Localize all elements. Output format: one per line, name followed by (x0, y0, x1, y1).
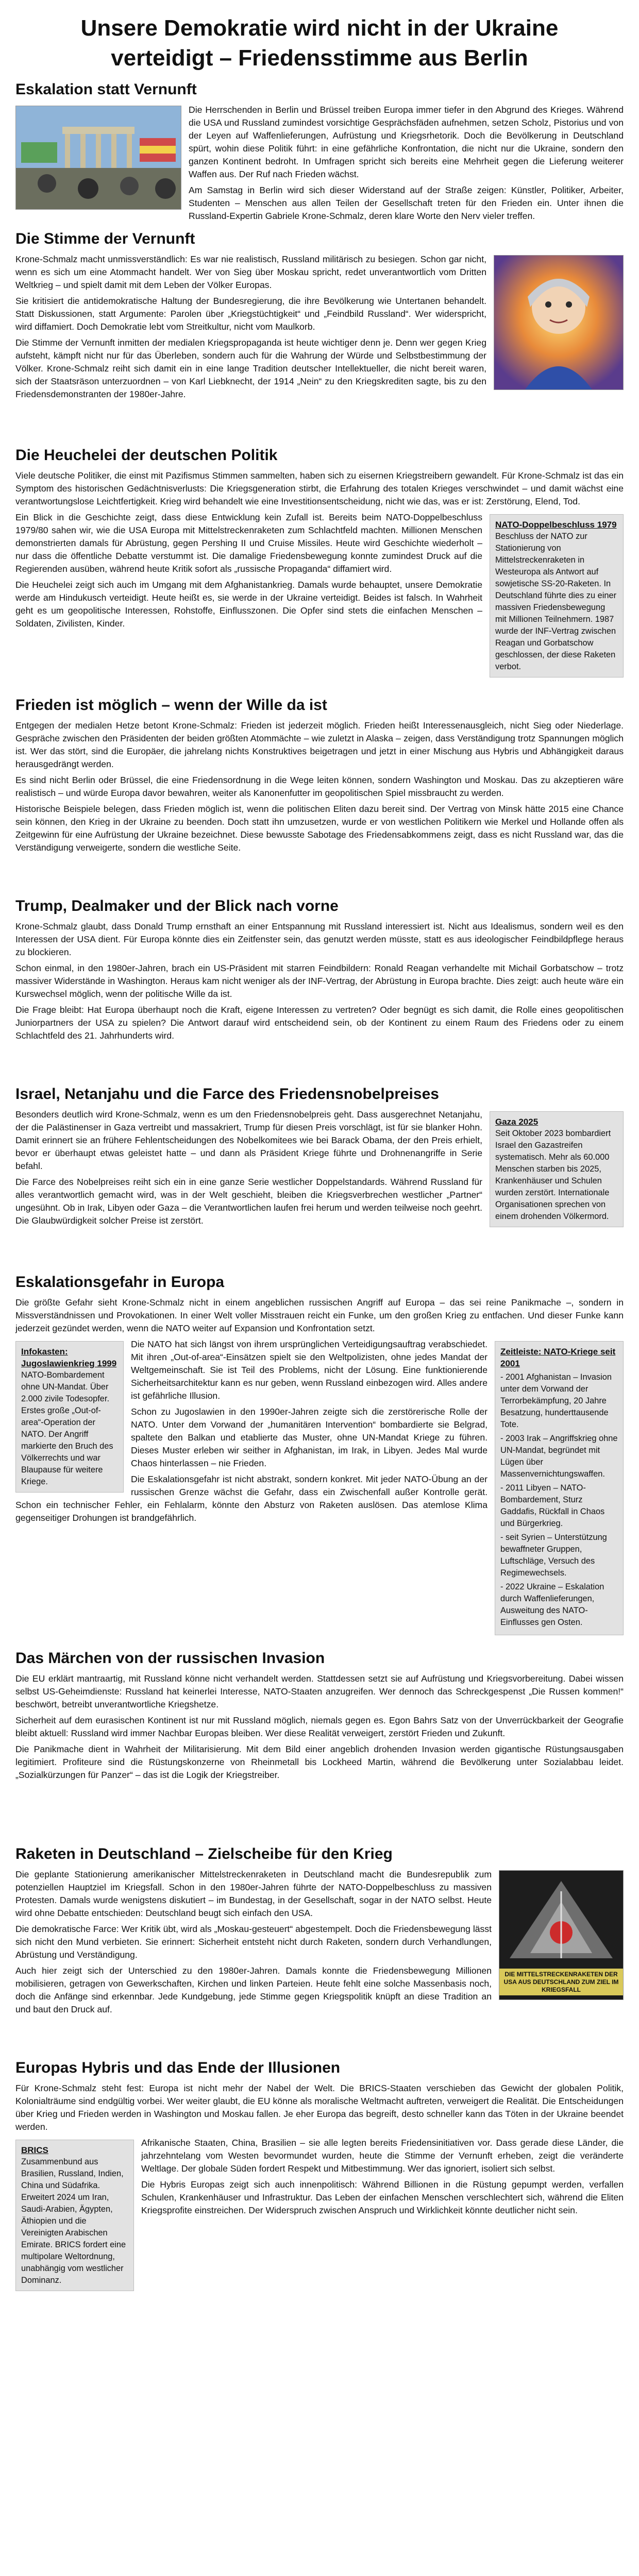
section-stimme-der-vernunft (15, 229, 624, 404)
article-title (15, 0, 624, 73)
section-paragraph: Sie kritisiert die antidemokratische Haltung der Bundesregierung, die ihre Bevölkerung wie Untertanen behandelt. Statt Diskussionen, statt Argumente: Parolen über „Kriegstüchtigkeit“ und „Feindbild Russland“. Wer widerspricht, wird diffamiert. Doch Demokratie lebt vom Streitkultur, nicht vom Maulkorb. (15, 296, 486, 332)
section-heading: Frieden ist möglich – wenn der Wille da ist (15, 697, 327, 714)
protest-photo-brandenburg-gate (15, 106, 181, 210)
timeline-item: - seit Syrien – Unterstützung bewaffneter Gruppen, Luftschläge, Versuch des Regimewechsels. (500, 1533, 607, 1578)
section-paragraph: Historische Beispiele belegen, dass Frieden möglich ist, wenn die politischen Eliten dazu bereit sind. Der Vertrag von Minsk hätte 2015 eine Chance sein können, den Krieg in der Ukraine zu beenden. Doch statt ihn umzusetzen, wurde er von westlichen Politikern wie Merkel und Hollande offen als Zeitgewinn für eine Aufrüstung der Ukraine bezeichnet. Diese bewusste Sabotage des Friedensabkommens zeigt, dass es nicht Russland war, das die Verständigung verweigerte, sondern die westliche Seite. (15, 804, 624, 853)
section-paragraph: Ein Blick in die Geschichte zeigt, dass diese Entwicklung kein Zufall ist. Bereits beim NATO-Doppelbeschluss 1979/80 sahen wir, wie die USA Europa mit Mittelstreckenraketen zum Schlachtfeld machten. Millionen Menschen demonstrierten damals für Abrüstung, gegen Pershing II und Cruise Missiles. Heute wird Geschichte wiederholt – nur dass die öffentliche Debatte verstummt ist. Die damalige Friedensbewegung konnte zumindest Druck auf die Regierenden ausüben, während heute Kritik sofort als „russische Propaganda“ diffamiert wird. (15, 512, 482, 574)
section-paragraph: Sicherheit auf dem eurasischen Kontinent ist nur mit Russland möglich, niemals gegen es. Egon Bahrs Satz von der Unverrückbarkeit der Geografie bleibt aktuell: Russland wird immer Nachbar Europas bleiben. Wer diese Realität verweigert, zerstört Frieden und Zukunft. (15, 1715, 624, 1738)
infobox-text: Zusammenbund aus Brasilien, Russland, Indien, China und Südafrika. Erweitert 2024 um Iran, Saudi-Arabien, Ägypten, Äthiopien und die Vereinigten Arabischen Emirate. BRICS fordert eine multipolare Weltordnung, unabhängig vom westlicher Dominanz. (21, 2157, 126, 2285)
section-paragraph: Entgegen der medialen Hetze betont Krone-Schmalz: Frieden ist jederzeit möglich. Frieden heißt Interessenausgleich, nicht Sieg oder Niederlage. Gespräche zwischen den Präsidenten der beiden größten Atommächte – wie zuletzt in Alaska – zeigen, dass Verständigung trotz Spannungen möglich ist. Wer das stört, sind die Europäer, die jahrelang nichts Konstruktives beigetragen und jetzt in einer Mischung aus Hybris und Abhängigkeit daraus herausgedrängt werden. (15, 720, 624, 769)
timeline-list (500, 1371, 618, 1629)
section-paragraph: Es sind nicht Berlin oder Brüssel, die eine Friedensordnung in die Wege leiten können, sondern Washington und Moskau. Das zu akzeptieren wäre realistisch – und würde Europa davor bewahren, weiter als Kanonenfutter im geopolitischen Spiel missbraucht zu werden. (15, 775, 624, 798)
section-maerchen-invasion (15, 1649, 624, 1785)
section-paragraph: Krone-Schmalz glaubt, dass Donald Trump ernsthaft an einer Entspannung mit Russland interessiert ist. Nicht aus Idealismus, sondern weil es den Interessen der USA dient. Für Europa könnte dies ein Zeitfenster sein, das genutzt werden müsste, statt es aus ideologischer Feindbildpflege heraus zu blockieren. (15, 921, 624, 957)
section-paragraph: Die EU erklärt mantraartig, mit Russland könne nicht verhandelt werden. Stattdessen setzt sie auf Aufrüstung und Kriegsvorbereitung. Dabei wissen selbst US-Geheimdienste: Russland hat keinerlei Interesse, NATO-Staaten anzugreifen. Wer dennoch das Schreckgespenst „Die Russen kommen!“ beschwört, betreibt unverantwortliche Kriegshetze. (15, 1673, 624, 1709)
section-heading: Die Stimme der Vernunft (15, 230, 195, 247)
infobox-brics (15, 2140, 134, 2291)
infobox-title: Gaza 2025 (495, 1117, 539, 1127)
section-paragraph: Die Heuchelei zeigt sich auch im Umgang mit dem Afghanistankrieg. Damals wurde behauptet, unsere Demokratie werde am Hindukusch verteidigt. Heute heißt es, sie werde in der Ukraine verteidigt. Beides ist falsch. In Wahrheit geht es um geopolitische Interessen, Rohstoffe, Einflusszonen. Die Opfer sind stets die einfachen Menschen – Soldaten, Zivilisten, Kinder. (15, 580, 482, 629)
title-line-2: verteidigt – Friedensstimme aus Berlin (111, 45, 528, 71)
section-eskalationsgefahr (15, 1273, 624, 1638)
section-heading: Europas Hybris und das Ende der Illusionen (15, 2059, 341, 2076)
section-eskalation (15, 80, 624, 226)
section-paragraph: Die Hybris Europas zeigt sich auch innenpolitisch: Während Billionen in die Rüstung gepumpt werden, verfallen Schulen, Krankenhäuser und Infrastruktur. Das Leben der einfachen Menschen verschlechtert sich, während die Eliten Kriegsprofite einstreichen. Der Widerspruch zwischen Anspruch und Wirklichkeit könnte deutlicher nicht sein. (141, 2179, 624, 2215)
section-heading: Die Heuchelei der deutschen Politik (15, 447, 278, 464)
section-paragraph: Schon einmal, in den 1980er-Jahren, brach ein US-Präsident mit starren Feindbildern: Ronald Reagan verhandelte mit Michail Gorbatschow – trotz massiver Widerstände in Washington. Heraus kam nicht weniger als der INF-Vertrag, der Abrüstung in Europa brachte. Dies zeigt: auch heute wäre ein Kurswechsel möglich, wenn der politische Wille da ist. (15, 963, 624, 999)
timeline-item: - 2003 Irak – Angriffskrieg ohne UN-Mandat, begründet mit Lügen über Massenvernichtungswaffen. (500, 1434, 618, 1479)
section-paragraph: Die demokratische Farce: Wer Kritik übt, wird als „Moskau-gesteuert“ abgestempelt. Doch die Friedensbewegung lässt sich nicht den Mund verbieten. Sie erinnert: Sicherheit entsteht nicht durch Raketen, sondern durch Verhandlungen, Abrüstung und Verständigung. (15, 1924, 492, 1960)
section-paragraph: Die Stimme der Vernunft inmitten der medialen Kriegspropaganda ist heute wichtiger denn je. Denn wer gegen Krieg aufsteht, kämpft nicht nur für das Überleben, sondern auch für die Wahrung der Würde und Selbstbestimmung der Völker. Krone-Schmalz reiht sich damit ein in eine lange Tradition deutscher Intellektueller, die nicht bereit waren, sich der Staatsräson unterzuordnen – von Karl Liebknecht, der 1914 „Nein“ zu den Kriegskrediten sagte, bis zu den Friedensdemonstranten der 1980er-Jahre. (15, 337, 486, 399)
section-paragraph: Die Eskalationsgefahr ist nicht abstrakt, sondern konkret. Mit jeder NATO-Übung an der russischen Grenze wächst die Gefahr, dass ein Zwischenfall außer Kontrolle gerät. Schon ein technischer Fehler, ein Fehlalarm, könnte den Absturz von Raketen auslösen. Das atemlose Klima gegenseitiger Drohungen ist brandgefährlich. (15, 1474, 487, 1523)
infobox-text: Beschluss der NATO zur Stationierung von Mittelstreckenraketen in Westeuropa als Antwort auf sowjetische SS-20-Raketen. In Deutschland führte dies zu einer massiven Friedensbewegung mit Millionen Teilnehmern. 1987 wurde der INF-Vertrag zwischen Reagan und Gorbatschow geschlossen, der diese Raketen verbot. (495, 532, 617, 671)
section-paragraph: Die NATO hat sich längst von ihrem ursprünglichen Verteidigungsauftrag verabschiedet. Mit ihren „Out-of-area“-Einsätzen spielt sie den Weltpolizisten, ohne jedes Mandat der Weltgemeinschaft. Sie ist Teil des Problems, nicht der Lösung. Eine funktionierende Sicherheitsarchitektur kann es nur geben, wenn Russland einbezogen wird. Alles andere ist gefährliche Illusion. (131, 1339, 487, 1401)
section-trump-dealmaker (15, 896, 624, 1045)
section-frieden-moeglich (15, 696, 624, 857)
section-paragraph: Afrikanische Staaten, China, Brasilien – sie alle legten bereits Friedensinitiativen vor. Dass gerade diese Länder, die jahrzehntelang vom Westen bevormundet wurden, heute die Stimme der Vernunft erheben, zeigt die veränderte Weltlage. Der globale Süden fordert Respekt und Mitbestimmung. Wer das ignoriert, isoliert sich selbst. (141, 2138, 624, 2174)
infobox-title: Infokasten: Jugoslawienkrieg 1999 (21, 1347, 117, 1368)
section-paragraph: Viele deutsche Politiker, die einst mit Pazifismus Stimmen sammelten, haben sich zu eisernen Kriegstreibern gewandelt. Für Krone-Schmalz ist das ein Symptom des historischen Gedächtnisverlusts: Die Kriegsgeneration stirbt, die Erfahrung des totalen Krieges verschwindet – und damit wächst eine verantwortungslose Leichtfertigkeit. Krieg wird behandelt wie eine Investitionsentscheidung, nicht wie das, was er ist: Zerstörung, Elend, Tod. (15, 470, 624, 506)
section-paragraph: Auch hier zeigt sich der Unterschied zu den 1980er-Jahren. Damals konnte die Friedensbewegung Millionen mobilisieren, getragen von Gewerkschaften, Kirchen und linken Parteien. Heute fehlt eine solche Massenbasis noch, doch die Anfänge sind erkennbar. Jede Kundgebung, jede Stimme gegen Kriegspolitik knüpft an diese Tradition an und baut den Druck auf. (15, 1965, 492, 2014)
infobox-title: NATO-Doppelbeschluss 1979 (495, 520, 617, 530)
section-raketen-deutschland (15, 1844, 624, 2019)
section-heading: Raketen in Deutschland – Zielscheibe für den Krieg (15, 1845, 393, 1862)
infobox-text: Seit Oktober 2023 bombardiert Israel den Gazastreifen systematisch. Mehr als 60.000 Menschen starben bis 2025, Krankenhäuser und Schulen wurden zerstört. Internationale Organisationen sprechen von einem drohenden Völkermord. (495, 1129, 611, 1221)
section-paragraph: Die Frage bleibt: Hat Europa überhaupt noch die Kraft, eigene Interessen zu vertreten? Oder begnügt es sich damit, die Rolle eines geopolitischen Juniorpartners der USA zu spielen? Die Antwort darauf wird entscheidend sein, ob der Kontinent zu einem Raum des Friedens oder zu einem Schlachtfeld des 21. Jahrhunderts wird. (15, 1005, 624, 1041)
infobox-title: Zeitleiste: NATO-Kriege seit 2001 (500, 1347, 616, 1368)
poster-mittelstreckenraketen (499, 1870, 624, 2000)
section-paragraph: Krone-Schmalz macht unmissverständlich: Es war nie realistisch, Russland militärisch zu besiegen. Schon gar nicht, wenn es sich um eine Atommacht handelt. Wer von Sieg über Moskau spricht, redet unverantwortlich vom Dritten Weltkrieg – und spielt damit mit dem Leben der Völker Europas. (15, 254, 486, 290)
section-paragraph: Die Panikmache dient in Wahrheit der Militarisierung. Mit dem Bild einer angeblich drohenden Invasion werden gigantische Rüstungsausgaben legitimiert. Profiteure sind die Rüstungskonzerne von Rheinmetall bis Lockheed Martin, während die Bevölkerung unter Sozialabbau leidet. „Sozialkürzungen für Panzer“ – das ist die Logik der Kriegstreiber. (15, 1744, 624, 1780)
section-paragraph: Die geplante Stationierung amerikanischer Mittelstreckenraketen in Deutschland macht die Bundesrepublik zum potenziellen Hauptziel im Kriegsfall. Schon in den 1980er-Jahren führte der NATO-Doppelbeschluss zu massiven Protesten. Damals wurde wenigstens diskutiert – im Bundestag, in der Gesellschaft, sogar in der NATO selbst. Heute wird ohne Debatte entschieden: Deutschland beugt sich einfach den USA. (15, 1869, 492, 1918)
section-paragraph: Die Farce des Nobelpreises reiht sich ein in eine ganze Serie westlicher Doppelstandards. Während Russland für alles verantwortlich gemacht wird, was in der Welt geschieht, bleiben die Kriegsverbrechen westlicher „Partner“ ungesühnt. Ob in Irak, Libyen oder Gaza – die Verantwortlichen laufen frei herum und werden teilweise noch geehrt. Die Glaubwürdigkeit solcher Preise ist zerstört. (15, 1177, 482, 1226)
section-paragraph: Schon zu Jugoslawien in den 1990er-Jahren zeigte sich die zerstörerische Rolle der NATO. Unter dem Vorwand der „humanitären Intervention“ bombardierte sie Belgrad, spaltete den Balkan und etablierte das Muster, ohne UN-Mandat Kriege zu führen. Dieses Muster erleben wir seither in Afghanistan, im Irak, in Libyen. Jedes Mal wurde Chaos hinterlassen – nie Frieden. (131, 1406, 487, 1468)
timeline-item: - 2011 Libyen – NATO-Bombardement, Sturz Gaddafis, Rückfall in Chaos und Bürgerkrieg. (500, 1483, 605, 1528)
infobox-jugoslawienkrieg (15, 1341, 124, 1493)
section-paragraph: Die größte Gefahr sieht Krone-Schmalz nicht in einem angeblichen russischen Angriff auf Europa – das sei reine Panikmache –, sondern in Missverständnissen und Provokationen. In einer Welt voller Misstrauen reicht ein Funke, um den großen Krieg zu entfachen. Und dieser Funke kann jederzeit gezündet werden, wenn die NATO weiter auf Expansion und Konfrontation setzt. (15, 1297, 624, 1333)
section-heuchelei (15, 446, 624, 681)
section-heading: Israel, Netanjahu und die Farce des Friedensnobelpreises (15, 1086, 439, 1103)
section-paragraph: Am Samstag in Berlin wird sich dieser Widerstand auf der Straße zeigen: Künstler, Politiker, Arbeiter, Studenten – Menschen aus allen Teilen der Gesellschaft treten für den Frieden ein. Unter ihnen die Russland-Expertin Gabriele Krone-Schmalz, deren klare Worte den Nerv vieler treffen. (189, 185, 624, 221)
portrait-illustration-krone-schmalz (494, 255, 624, 390)
infobox-nato-doppelbeschluss (490, 514, 624, 677)
section-heading: Eskalationsgefahr in Europa (15, 1274, 225, 1291)
section-paragraph: Besonders deutlich wird Krone-Schmalz, wenn es um den Friedensnobelpreis geht. Dass ausgerechnet Netanjahu, der die Palästinenser in Gaza vertreibt und massakriert, Trump für diesen Preis vorschlägt, ist für sie blanker Hohn. Damit erinnert sie an frühere Fehlentscheidungen des Nobelkomitees wie bei Barack Obama, der den Preis erhielt, bevor er überhaupt etwas geleistet hatte – und dann als Präsident Kriege führte und Drohnenangriffe in Serie befahl. (15, 1109, 482, 1171)
infobox-gaza-2025 (490, 1111, 624, 1227)
section-israel-nobelpreis (15, 1084, 624, 1230)
infobox-timeline-nato-kriege (495, 1341, 624, 1635)
section-heading: Trump, Dealmaker und der Blick nach vorne (15, 897, 339, 914)
section-paragraph: Für Krone-Schmalz steht fest: Europa ist nicht mehr der Nabel der Welt. Die BRICS-Staaten verschieben das Gewicht der globalen Politik, Kolonialträume sind endgültig vorbei. Wer weiter glaubt, die EU könne als moralische Weltmacht auftreten, verweigert die Realität. Die Entscheidungen über Krieg und Frieden werden in Washington und Moskau fallen. Je eher Europa das begreift, desto schneller kann das Töten in der Ukraine beendet werden. (15, 2083, 624, 2132)
section-heading: Das Märchen von der russischen Invasion (15, 1650, 325, 1667)
timeline-item: - 2001 Afghanistan – Invasion unter dem Vorwand der Terrorbekämpfung, 20 Jahre Besatzung, hunderttausende Tote. (500, 1372, 612, 1429)
section-heading: Eskalation statt Vernunft (15, 81, 197, 98)
infobox-text: NATO-Bombardement ohne UN-Mandat. Über 2.000 zivile Todesopfer. Erstes große „Out-of-area“-Operation der NATO. Der Angriff markierte den Bruch des Völkerrechts und war Blaupause für weitere Kriege. (21, 1370, 113, 1486)
poster-caption: DIE MITTELSTRECKENRAKETEN DER USA AUS DEUTSCHLAND ZUM ZIEL IM KRIEGSFALL (499, 1969, 623, 1995)
section-paragraph: Die Herrschenden in Berlin und Brüssel treiben Europa immer tiefer in den Abgrund des Krieges. Während die USA und Russland zumindest vorsichtige Gesprächsfäden aufnehmen, setzen Scholz, Pistorius und von der Leyen auf Waffenlieferungen, Aufrüstung und Kriegsrhetorik. Doch die Bevölkerung in Deutschland spürt, wohin diese Politik führt: in eine gefährliche Konfrontation, die nicht nur die Ukraine, sondern den ganzen Kontinent bedroht. In Umfragen spricht sich bereits eine Mehrheit gegen die Lieferung weiterer Waffen aus. Der Ruf nach Frieden wächst. (189, 105, 624, 179)
infobox-title: BRICS (21, 2145, 48, 2155)
timeline-item: - 2022 Ukraine – Eskalation durch Waffenlieferungen, Ausweitung des NATO-Einflusses gen Osten. (500, 1582, 604, 1627)
section-europas-hybris (15, 2058, 624, 2294)
title-line-1: Unsere Demokratie wird nicht in der Ukraine (80, 15, 559, 41)
